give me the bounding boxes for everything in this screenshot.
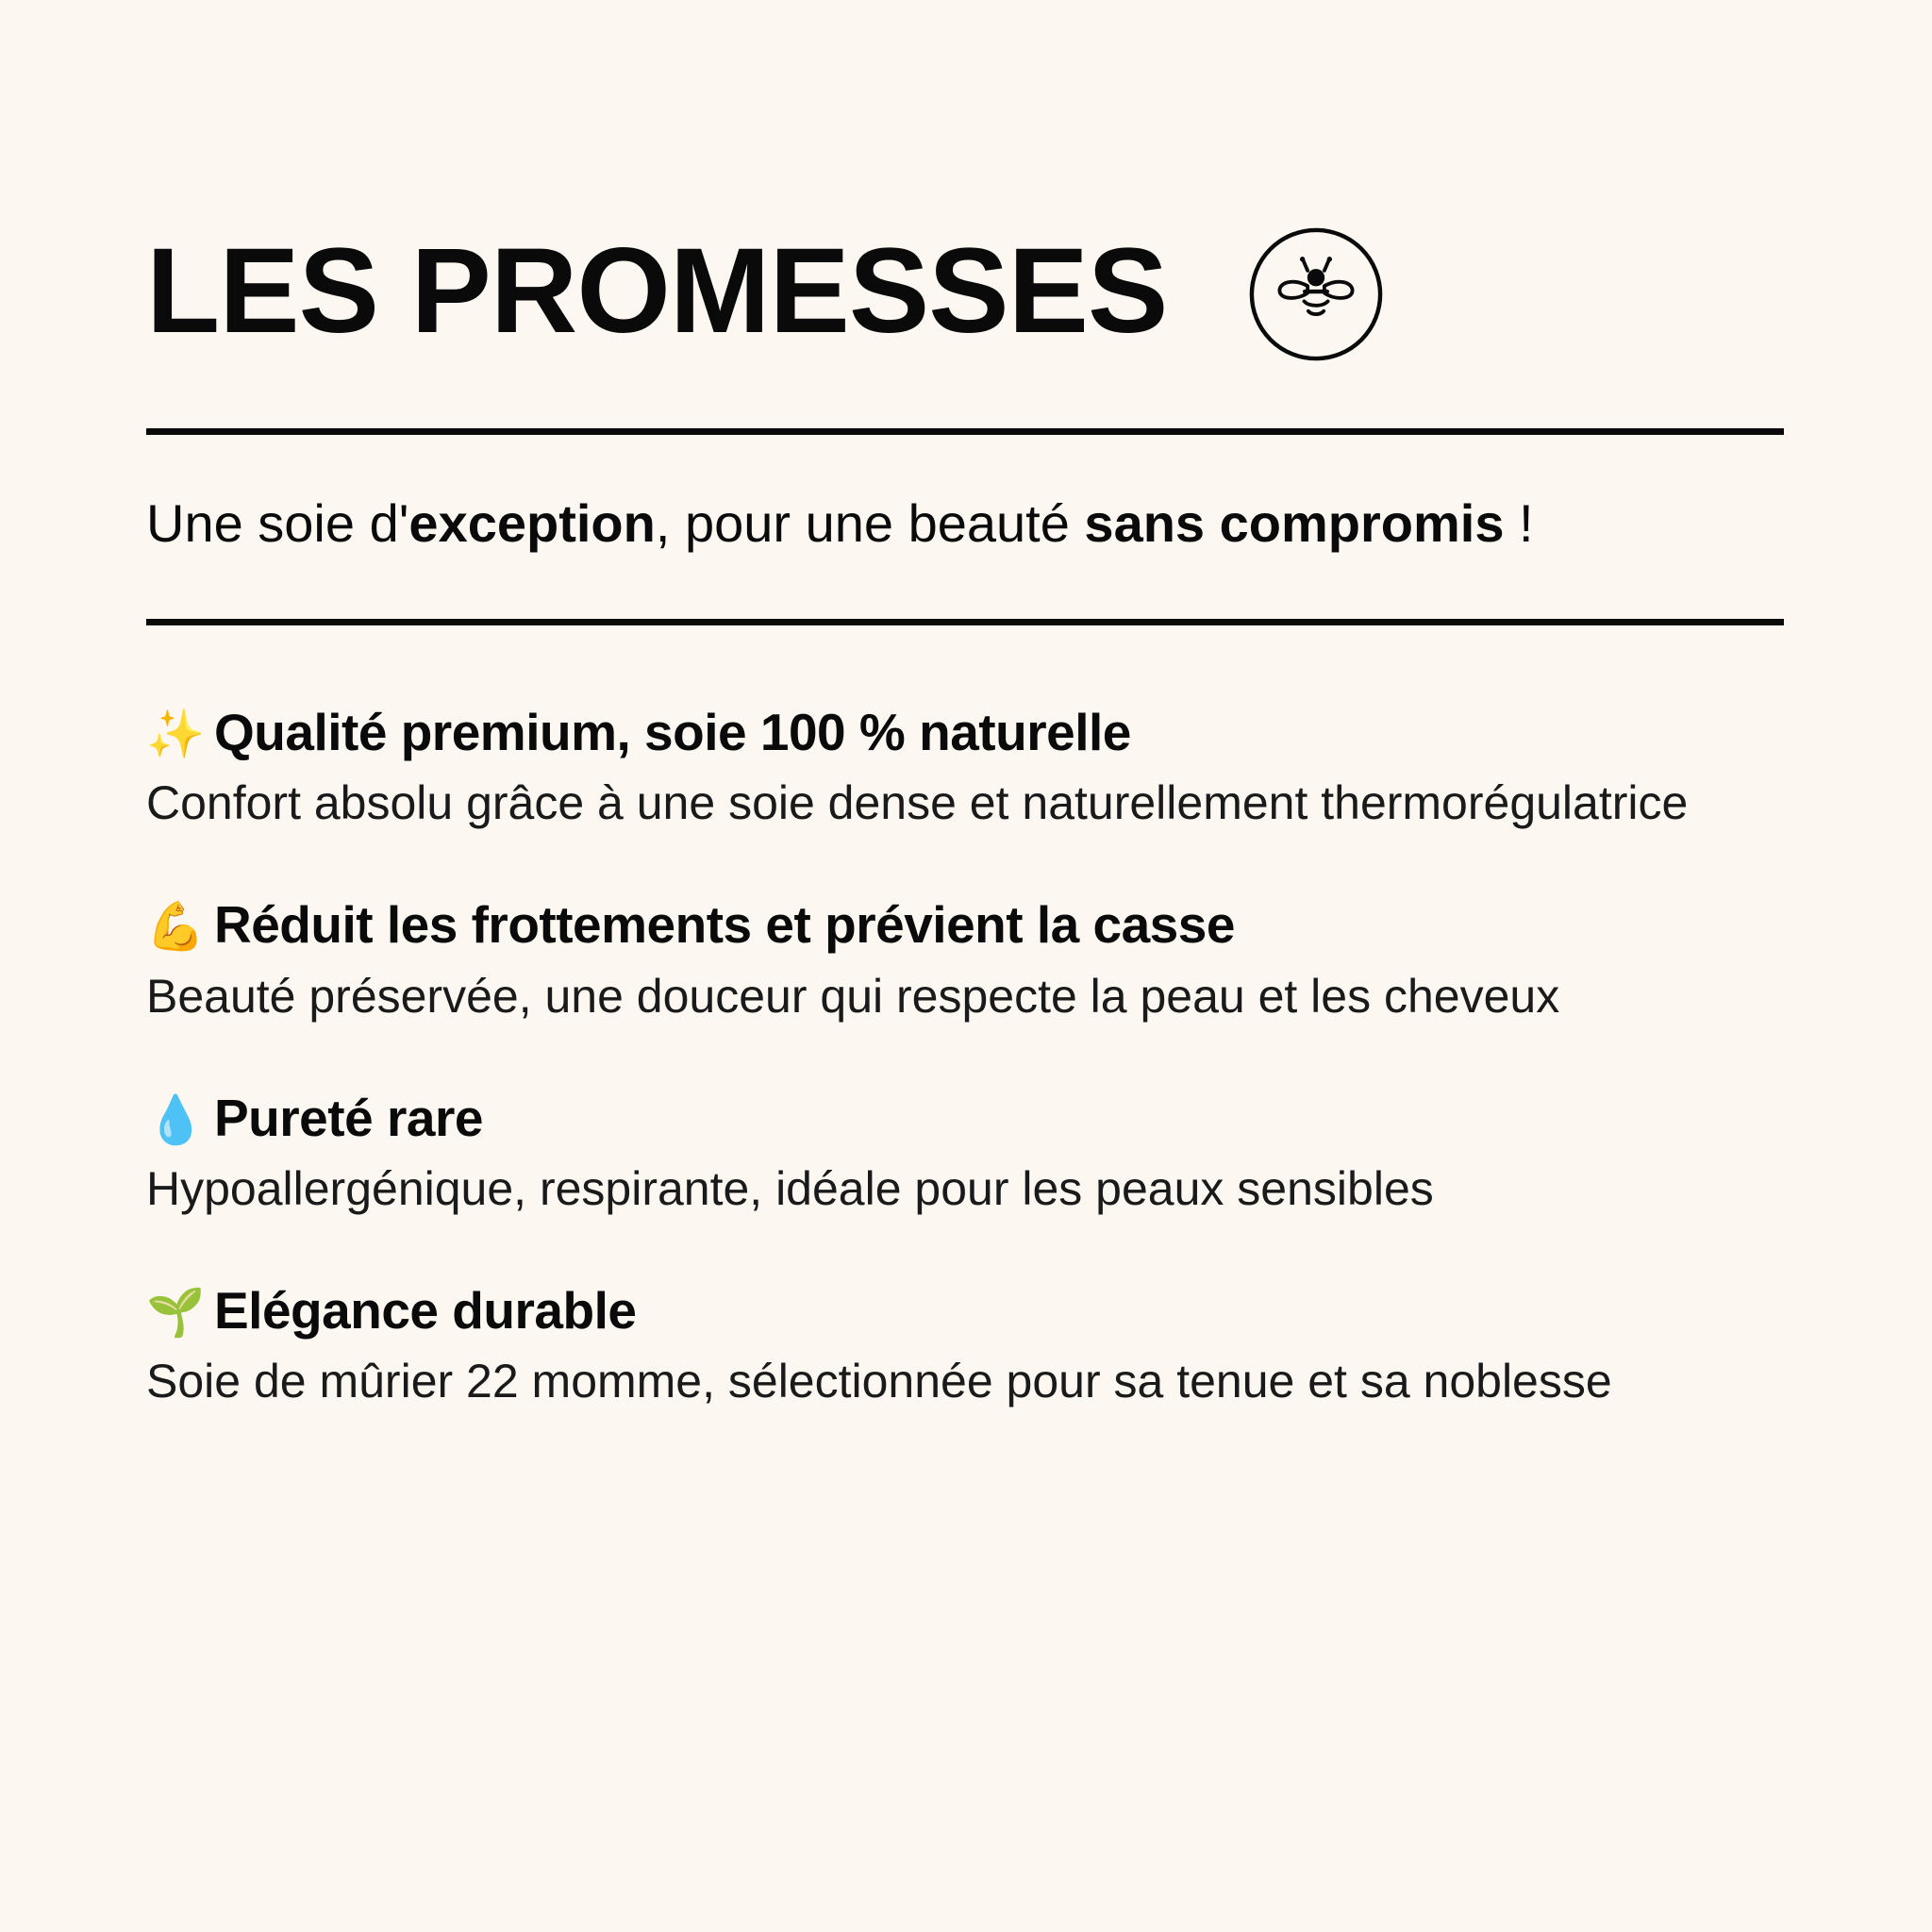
tagline-bold-2: sans compromis <box>1084 493 1505 553</box>
header <box>146 0 1786 364</box>
sparkles-icon: ✨ <box>146 708 205 761</box>
promise-description: Confort absolu grâce à une soie dense et naturellement thermorégulatrice <box>146 776 1689 830</box>
promise-title: Elégance durable <box>214 1280 637 1340</box>
promise-heading <box>146 1089 1786 1148</box>
promise-heading <box>146 1281 1786 1341</box>
list-item <box>146 1089 1786 1219</box>
promise-heading <box>146 703 1786 762</box>
page-title: LES PROMESSES <box>146 224 1168 358</box>
promise-title: Qualité premium, soie 100 % naturelle <box>214 703 1131 762</box>
tagline-part-2: , pour une beauté <box>655 493 1085 553</box>
list-item <box>146 1281 1786 1411</box>
list-item <box>146 895 1786 1025</box>
tagline-part-1: Une soie d' <box>146 493 409 553</box>
flexed-biceps-icon: 💪 <box>146 900 205 954</box>
droplet-icon: 💧 <box>146 1092 205 1146</box>
promise-description: Soie de mûrier 22 momme, sélectionnée pour sa tenue et sa noblesse <box>146 1355 1612 1408</box>
promise-description: Hypoallergénique, respirante, idéale pour les peaux sensibles <box>146 1161 1434 1215</box>
divider-top <box>146 428 1784 435</box>
divider-bottom <box>146 619 1784 625</box>
tagline-part-3: ! <box>1504 493 1534 553</box>
tagline <box>146 435 1786 555</box>
promise-title: Réduit les frottements et prévient la casse <box>214 895 1235 955</box>
promises-list <box>146 625 1786 1411</box>
list-item <box>146 703 1786 833</box>
bee-icon <box>1246 225 1386 364</box>
promise-title: Pureté rare <box>214 1088 483 1147</box>
seedling-icon: 🌱 <box>146 1285 205 1339</box>
tagline-bold-1: exception <box>408 493 656 553</box>
promise-heading <box>146 895 1786 955</box>
promise-description: Beauté préservée, une douceur qui respecte la peau et les cheveux <box>146 969 1560 1023</box>
